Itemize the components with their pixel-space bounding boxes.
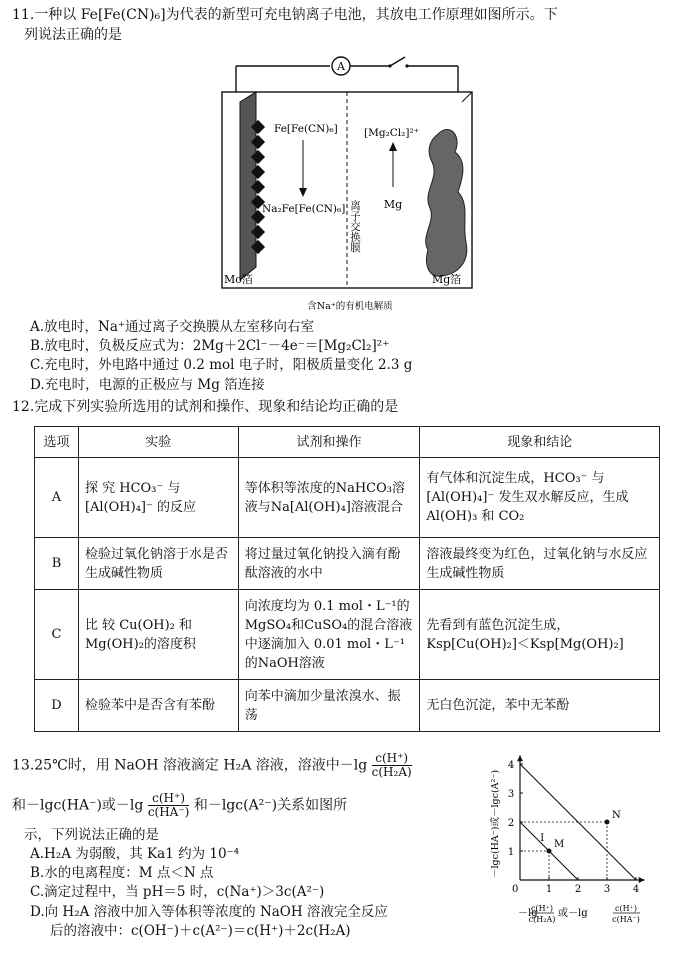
q11-option-c: C.充电时，外电路中通过 0.2 mol 电子时，阳极质量变化 2.3 g [30, 357, 413, 373]
q11-option-d: D.充电时，电源的正极应与 Mg 箔连接 [30, 377, 265, 393]
q11-option-a: A.放电时，Na⁺通过离子交换膜从左室移向右室 [30, 319, 315, 335]
row-experiment: 比 较 Cu(OH)₂ 和 Mg(OH)₂的溶度积 [78, 590, 238, 680]
q13-line1 [12, 752, 412, 779]
row-option: A [35, 458, 79, 538]
point-label-m: M [554, 839, 565, 850]
row-option: D [35, 680, 79, 732]
header-operation: 试剂和操作 [238, 427, 420, 458]
table-row [35, 538, 660, 590]
row-result: 无白色沉淀，苯中无苯酚 [420, 680, 660, 732]
right-product: [Mg₂Cl₂]²⁺ [364, 127, 420, 139]
q13-option-b: B.水的电离程度：M 点＜N 点 [30, 865, 214, 881]
q13-line2 [12, 792, 347, 819]
q11-option-b: B.放电时，负极反应式为：2Mg＋2Cl⁻－4e⁻＝[Mg₂Cl₂]²⁺ [30, 338, 390, 354]
chart-xlabel-f1-num: c(H⁺) [531, 904, 553, 913]
table-row [35, 458, 660, 538]
q13-option-a: A.H₂A 为弱酸，其 Ka1 约为 10⁻⁴ [30, 846, 240, 862]
header-experiment: 实验 [78, 427, 238, 458]
row-result: 溶液最终变为红色，过氧化钠与水反应生成碱性物质 [420, 538, 660, 590]
y-tick-label: 1 [507, 847, 515, 858]
x-tick-label: 4 [632, 884, 640, 895]
q13-line3: 示，下列说法正确的是 [24, 827, 159, 843]
chart-xlabel-f1-den: c(H₂A) [528, 915, 556, 924]
ammeter-label: A [337, 60, 345, 73]
table-row [35, 680, 660, 732]
row-operation: 等体积等浓度的NaHCO₃溶液与Na[Al(OH)₄]溶液混合 [238, 458, 420, 538]
q13-line2-pre: 和－lgc(HA⁻)或－lg [12, 797, 144, 814]
y-tick-label: 3 [507, 789, 515, 800]
x-tick-label: 2 [574, 884, 582, 895]
point-m [547, 849, 552, 854]
right-electrode-label: Mg箔 [432, 273, 462, 286]
row-option: C [35, 590, 79, 680]
point-n [605, 820, 610, 825]
x-tick-label: 1 [545, 884, 553, 895]
chart-xlabel-mid: 或－lg [558, 908, 588, 919]
row-experiment: 检验苯中是否含有苯酚 [78, 680, 238, 732]
q12-stem: 12.完成下列实验所选用的试剂和操作、现象和结论均正确的是 [12, 399, 399, 415]
chart-origin-label: 0 [512, 884, 519, 895]
chart-ylabel: －lgc(HA⁻)或－lgc(A²⁻) [490, 769, 501, 878]
q13-fraction-2 [148, 792, 190, 819]
x-tick-label: 3 [603, 884, 611, 895]
row-experiment: 探 究 HCO₃⁻ 与 [Al(OH)₄]⁻ 的反应 [78, 458, 238, 538]
header-result: 现象和结论 [420, 427, 660, 458]
row-operation: 将过量过氧化钠投入滴有酚酞溶液的水中 [238, 538, 420, 590]
chart-xlabel-f2-den: c(HA⁻) [612, 915, 640, 924]
frac-den: c(H₂A) [371, 765, 412, 779]
row-operation: 向浓度均为 0.1 mol・L⁻¹的MgSO₄和CuSO₄的混合溶液中逐滴加入 0.01 mol・L⁻¹的NaOH溶液 [238, 590, 420, 680]
table-header-row [35, 427, 660, 458]
row-experiment: 检验过氧化钠溶于水是否生成碱性物质 [78, 538, 238, 590]
frac-num: c(H⁺) [148, 792, 190, 806]
y-axis-arrow-icon [517, 755, 523, 761]
q13-chart [488, 748, 683, 926]
experiment-table [34, 426, 660, 732]
electrolyte-caption: 含Na⁺的有机电解质 [307, 301, 393, 312]
left-product: Na₂Fe[Fe(CN)₆] [262, 203, 346, 215]
row-operation: 向苯中滴加少量浓溴水、振荡 [238, 680, 420, 732]
left-reagent: Fe[Fe(CN)₆] [274, 123, 338, 135]
row-result: 有气体和沉淀生成，HCO₃⁻ 与 [Al(OH)₄]⁻ 发生双水解反应，生成 Al(OH)₃ 和 CO₂ [420, 458, 660, 538]
right-reagent: Mg [383, 198, 403, 211]
q11-stem-line2: 列说法正确的是 [24, 27, 122, 43]
row-result: 先看到有蓝色沉淀生成，Ksp[Cu(OH)₂]＜Ksp[Mg(OH)₂] [420, 590, 660, 680]
q11-stem-line1: 11.一种以 Fe[Fe(CN)₆]为代表的新型可充电钠离子电池，其放电工作原理如图所示。下 [12, 7, 558, 23]
frac-den: c(HA⁻) [147, 805, 190, 819]
header-option: 选项 [35, 427, 79, 458]
x-axis-arrow-icon [639, 877, 645, 883]
q13-option-c: C.滴定过程中，当 pH＝5 时，c(Na⁺)＞3c(A²⁻) [30, 884, 325, 900]
frac-num: c(H⁺) [372, 752, 412, 766]
table-row [35, 590, 660, 680]
point-label-n: N [612, 810, 621, 821]
q13-line2-post: 和－lgc(A²⁻)关系如图所 [193, 797, 348, 814]
chart-xlabel-f2-num: c(H⁺) [615, 904, 637, 913]
q13-option-d: D.向 H₂A 溶液中加入等体积等浓度的 NaOH 溶液完全反应 [30, 904, 388, 920]
membrane-label: 离子交换膜 [349, 200, 361, 253]
series-label-i: I [540, 832, 545, 844]
q13-option-d-cont: 后的溶液中：c(OH⁻)＋c(A²⁻)＝c(H⁺)＋2c(H₂A) [50, 923, 351, 939]
q13-fraction-1 [372, 752, 412, 779]
y-tick-label: 4 [507, 760, 515, 771]
y-tick-label: 2 [507, 818, 515, 829]
chart-xlabel-pre: －lg [518, 908, 538, 919]
battery-diagram [200, 52, 500, 314]
row-option: B [35, 538, 79, 590]
switch-icon [390, 57, 405, 66]
left-electrode-label: Mo箔 [224, 273, 253, 286]
q13-line1-text: 13.25℃时，用 NaOH 溶液滴定 H₂A 溶液，溶液中－lg [12, 757, 368, 774]
